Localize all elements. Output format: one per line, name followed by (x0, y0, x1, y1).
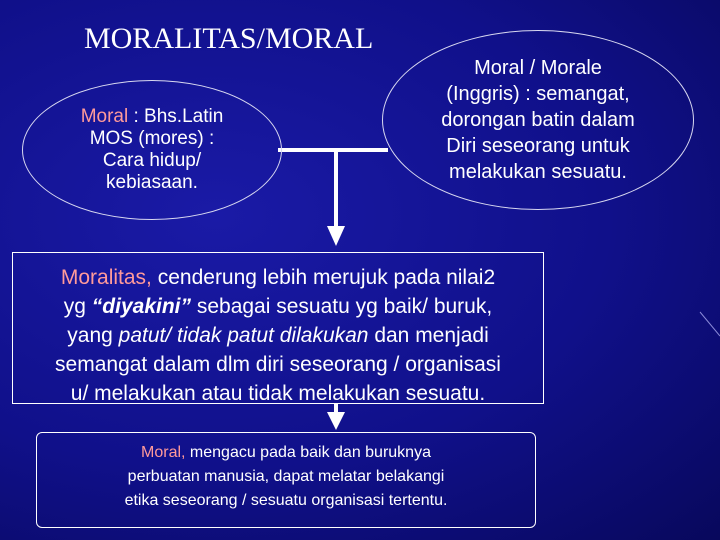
english-origin-ellipse (382, 30, 694, 210)
arrow-down-icon-2 (327, 412, 345, 430)
english-origin-text: Moral / Morale (Inggris) : semangat, dorongan batin dalam Diri seseorang untuk melakukan sesuatu. (441, 57, 635, 183)
italic-phrase: patut/ tidak patut dilakukan (118, 324, 369, 347)
term-moral-2: Moral, (141, 444, 186, 461)
latin-origin-ellipse (22, 80, 282, 220)
term-moralitas: Moralitas, (60, 266, 152, 289)
moralitas-definition-box: Moralitas, cenderung lebih merujuk pada nilai2 yg “diyakini” sebagai sesuatu yg baik/ buruk, yang patut/ tidak patut dilakukan dan menjadi semangat dalam dlm diri seseorang / organisasi u/ melakukan atau tidak melakukan sesuatu. (12, 252, 544, 404)
arrow-down-icon (327, 226, 345, 246)
slide-title: MORALITAS/MORAL (84, 22, 374, 55)
term-moral: Moral (80, 106, 129, 127)
connector-from-ellipses (278, 150, 388, 226)
decorative-line (700, 312, 720, 336)
moral-definition-box: Moral, mengacu pada baik dan buruknya perbuatan manusia, dapat melatar belakangi etika seseorang / sesuatu organisasi tertentu. (36, 432, 536, 528)
quoted-term: “diyakini” (91, 295, 191, 318)
latin-origin-text: Moral : Bhs.Latin MOS (mores) : Cara hidup/ kebiasaan. (80, 106, 224, 193)
